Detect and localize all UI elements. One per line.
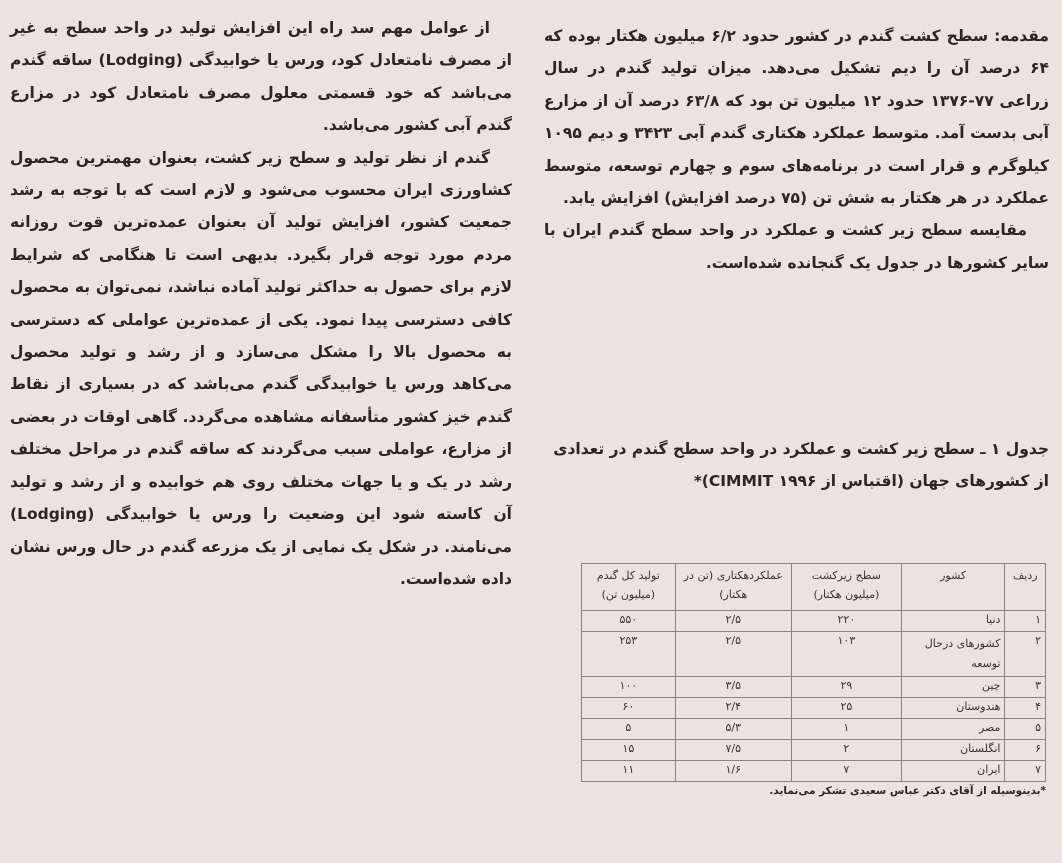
table-row [582,677,1046,698]
wheat-comparison-table [581,563,1046,782]
cell-yield: ۳/۵ [675,677,791,698]
cell-yield: ۱/۶ [675,761,791,782]
cell-index: ۲ [1005,632,1046,677]
cell-area: ۲ [791,740,901,761]
cell-area: ۱ [791,719,901,740]
cell-area: ۷ [791,761,901,782]
cell-index: ۵ [1005,719,1046,740]
cell-production: ۵ [582,719,676,740]
table-row [582,740,1046,761]
cell-index: ۴ [1005,698,1046,719]
cell-production: ۵۵۰ [582,611,676,632]
cell-production: ۶۰ [582,698,676,719]
cell-area: ۱۰۳ [791,632,901,677]
table-header-row [582,564,1046,611]
cell-country: کشورهای درحال توسعه [901,632,1005,677]
cell-country: هندوستان [901,698,1005,719]
cell-index: ۶ [1005,740,1046,761]
cell-yield: ۲/۵ [675,632,791,677]
cell-country: انگلستان [901,740,1005,761]
table-row [582,611,1046,632]
intro-paragraph: مقدمه: سطح کشت گندم در کشور حدود ۶/۲ میلیون هکتار بوده که ۶۴ درصد آن را دیم تشکیل می‌دهد. میزان تولید گندم در سال زراعی ۷۷-۱۳۷۶ حدود ۱۲ میلیون تن بود که ۶۳/۸ درصد آن از مزارع آبی بدست آمد. متوسط عملکرد هکتاری گندم آبی ۳۴۲۳ و دیم ۱۰۹۵ کیلوگرم و قرار است در برنامه‌های سوم و چهارم توسعه، متوسط عملکرد در هر هکتار به شش تن (۷۵ درصد افزایش) افزایش یابد. [544,27,1049,208]
cell-index: ۳ [1005,677,1046,698]
header-country: کشور [901,564,1005,611]
cell-country: مصر [901,719,1005,740]
cell-country: ایران [901,761,1005,782]
paragraph: از عوامل مهم سد راه این افزایش تولید در واحد سطح به غیر از مصرف نامتعادل کود، ورس یا خوابیدگی (Lodging) ساقه گندم می‌باشد که خود قسمتی معلول مصرف نامتعادل کود در مزارع گندم آبی کشور می‌باشد. [10,19,512,135]
table-row [582,632,1046,677]
cell-yield: ۲/۴ [675,698,791,719]
cell-production: ۱۵ [582,740,676,761]
cell-area: ۲۵ [791,698,901,719]
table-caption: جدول ۱ ـ سطح زیر کشت و عملکرد در واحد سطح گندم در تعدادی از کشورهای جهان (اقتباس از CIMMIT ۱۹۹۶)* [553,440,1049,490]
table-container [581,563,1046,797]
table-row [582,719,1046,740]
right-text-column [544,20,1049,279]
cell-area: ۲۹ [791,677,901,698]
cell-index: ۷ [1005,761,1046,782]
cell-production: ۱۱ [582,761,676,782]
header-yield: عملکردهکتاری (تن در هکتار) [675,564,791,611]
cell-yield: ۷/۵ [675,740,791,761]
cell-yield: ۵/۳ [675,719,791,740]
header-production: تولید کل گندم (میلیون تن) [582,564,676,611]
paragraph: گندم از نظر تولید و سطح زیر کشت، بعنوان مهمترین محصول کشاورزی ایران محسوب می‌شود و لازم است که با توجه به رشد جمعیت کشور، افزایش تولید آن بعنوان عمده‌ترین قوت روزانه مردم مورد توجه قرار بگیرد. بدیهی است تا هنگامی که شرایط لازم برای حصول به حداکثر تولید آماده نباشد، نمی‌توان به محصول کافی دسترسی پیدا نمود. یکی از عمده‌ترین عواملی که دسترسی به محصول بالا را مشکل می‌سازد و از رشد و تولید محصول می‌کاهد ورس یا خوابیدگی گندم می‌باشد که در بسیاری از نقاط گندم خیز کشور متأسفانه مشاهده می‌گردد. گاهی اوقات در بعضی از مزارع، عواملی سبب می‌گردند که ساقه گندم در مراحل مختلف رشد در یک و یا جهات مختلف روی هم خوابیده و از رشد و تولید آن کاسته شود این وضعیت را ورس یا خوابیدگی (Lodging) می‌نامند. در شکل یک نمایی از یک مزرعه گندم در حال ورس نشان داده شده‌است. [10,148,512,588]
cell-yield: ۲/۵ [675,611,791,632]
cell-country: چین [901,677,1005,698]
header-area: سطح زیرکشت (میلیون هکتار) [791,564,901,611]
header-index: ردیف [1005,564,1046,611]
cell-country: دنیا [901,611,1005,632]
cell-production: ۲۵۳ [582,632,676,677]
paragraph: مقایسه سطح زیر کشت و عملکرد در واحد سطح گندم ایران با سایر کشورها در جدول یک گنجانده شده‌است. [544,221,1049,272]
table-row [582,698,1046,719]
cell-area: ۲۲۰ [791,611,901,632]
left-text-column [10,12,512,595]
cell-production: ۱۰۰ [582,677,676,698]
table-row [582,761,1046,782]
footnote: *بدینوسیله از آقای دکتر عباس سعیدی تشکر می‌نماید. [769,785,1046,797]
cell-index: ۱ [1005,611,1046,632]
